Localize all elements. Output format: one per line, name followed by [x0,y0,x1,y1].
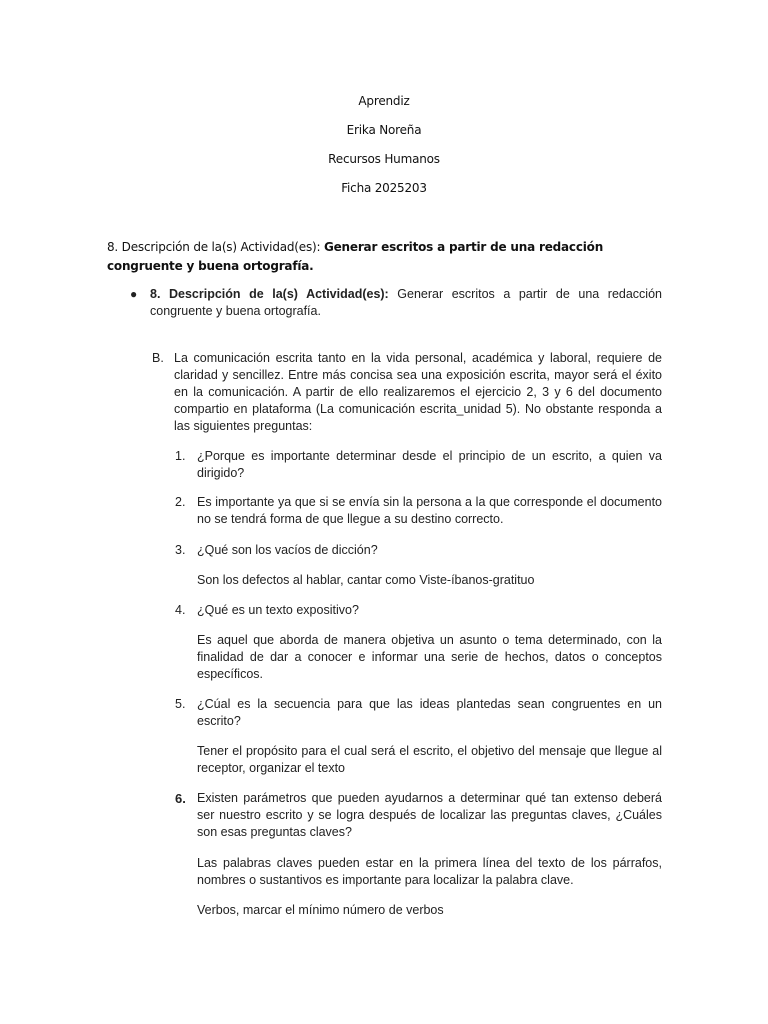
list-item-number: 6. [175,791,186,806]
list-item-4 [175,602,662,619]
list-item-number: 1. [175,449,186,463]
list-item-text: Es importante ya que si se envía sin la persona a la que corresponde el documento no se tendrá forma de que llegue a su destino correcto. [197,495,662,526]
answer-6b: Verbos, marcar el mínimo número de verbos [197,903,444,917]
section-b [152,350,662,435]
header-ficha: Ficha 2025203 [341,181,427,195]
bullet-activity [130,286,662,320]
bullet-bold: 8. Descripción de la(s) Actividad(es): [150,287,389,301]
list-item-5 [175,696,662,730]
header-program: Recursos Humanos [328,152,440,166]
list-item-2 [175,494,662,528]
section-b-text: La comunicación escrita tanto en la vida personal, académica y laboral, requiere de claridad y sencillez. Entre más concisa sea una exposición escrita, mayor será el éxito en la comunicación. A partir de ello realizaremos el ejercicio 2, 3 y 6 del documento compartio en plataforma (La comunicación escrita_unidad 5). No obstante responda a las siguientes preguntas: [174,351,662,433]
list-item-text: ¿Qué es un texto expositivo? [197,603,359,617]
bullet-body: Generar escritos a partir de una redacción congruente y buena ortografía. [150,287,662,318]
activity-heading [107,238,667,276]
list-item-text: Existen parámetros que pueden ayudarnos a determinar qué tan extenso deberá ser nuestro escrito y se logra después de localizar las preguntas claves, ¿Cuáles son esas preguntas claves? [197,791,662,839]
answer-6a: Las palabras claves pueden estar en la primera línea del texto de los párrafos, nombres o sustantivos es importante para localizar la palabra clave. [197,856,662,887]
list-item-text: ¿Porque es importante determinar desde el principio de un escrito, a quien va dirigido? [197,449,662,480]
list-item-6 [175,790,662,841]
bullet-text [150,286,662,320]
list-item-number: 3. [175,543,186,557]
answer-3: Son los defectos al hablar, cantar como Viste-íbanos-gratituo [197,573,535,587]
section-b-marker: B. [152,351,164,365]
list-item-text: ¿Qué son los vacíos de dicción? [197,543,378,557]
answer-5: Tener el propósito para el cual será el escrito, el objetivo del mensaje que llegue al receptor, organizar el texto [197,744,662,775]
header-role: Aprendiz [358,94,410,108]
list-item-number: 2. [175,495,186,509]
list-item-number: 4. [175,603,186,617]
header-name: Erika Noreña [346,123,422,137]
activity-heading-lead: 8. Descripción de la(s) Actividad(es): [107,240,324,254]
list-item-3 [175,542,662,559]
list-item-number: 5. [175,697,186,711]
list-item-1 [175,448,662,482]
list-item-text: ¿Cúal es la secuencia para que las ideas plantedas sean congruentes en un escrito? [197,697,662,728]
activity-heading-rest: Generar escritos a partir de una redacción congruente y buena ortografía. [107,240,604,273]
answer-4: Es aquel que aborda de manera objetiva un asunto o tema determinado, con la finalidad de dar a conocer e informar una serie de hechos, datos o conceptos específicos. [197,633,662,681]
bullet-icon: ● [130,287,138,301]
